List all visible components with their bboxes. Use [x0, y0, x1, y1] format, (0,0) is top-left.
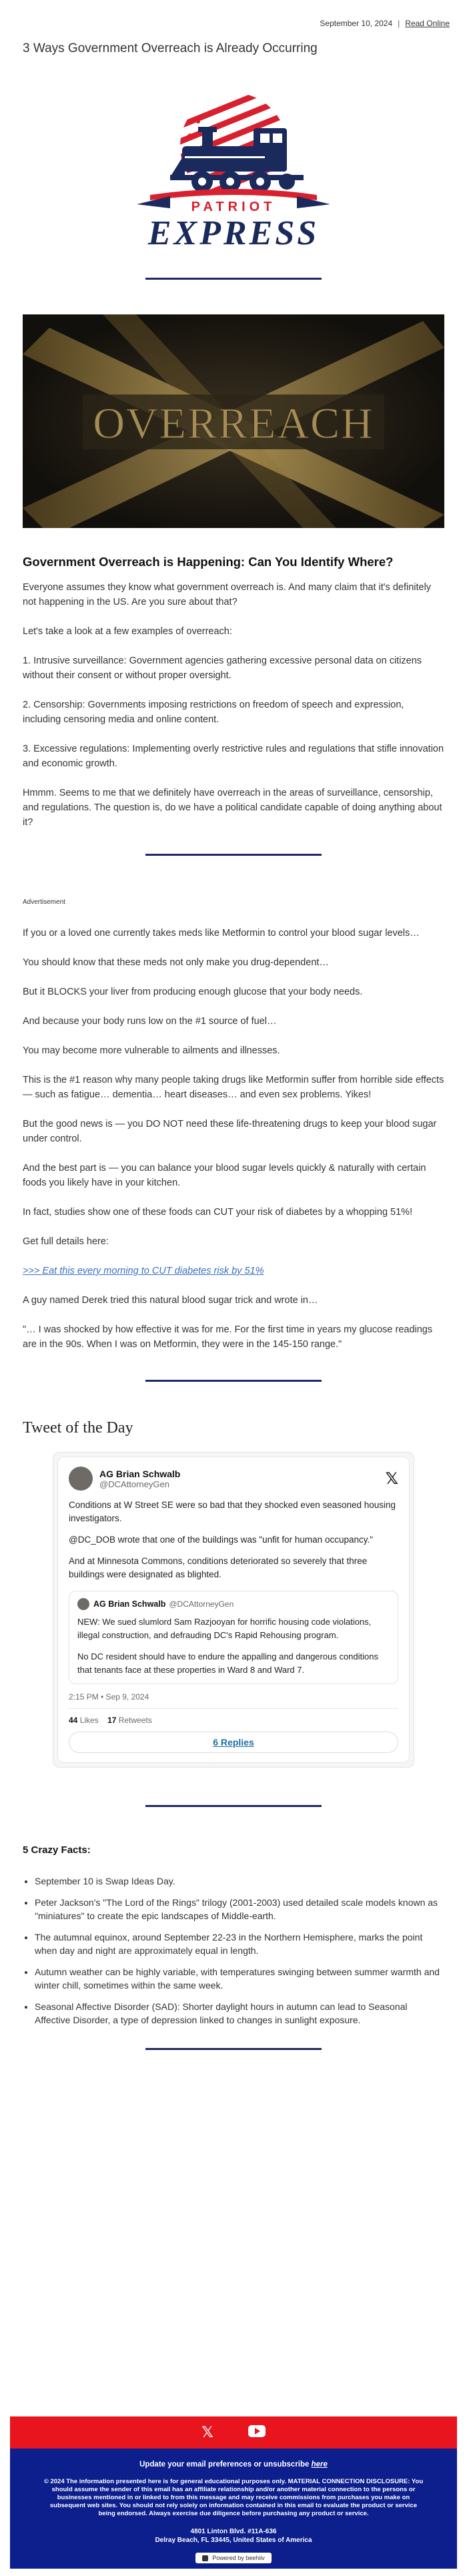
- x-logo-icon[interactable]: 𝕏: [385, 1469, 398, 1488]
- address-line: Delray Beach, FL 33445, United States of America: [155, 2537, 312, 2544]
- article-section: [0, 555, 467, 830]
- likes-label: Likes: [79, 1716, 99, 1725]
- powered-by-text: Powered by beehiiv: [212, 2555, 265, 2561]
- ad-testimonial: "… I was shocked by how effective it was for me. For the first time in years my glucose readings are in the 90s. When I was on Metformin, they were in the 145-150 range.": [23, 1324, 433, 1350]
- ad-paragraph: But the good news is — you DO NOT need these life-threatening drugs to keep your blood sugar under control.: [23, 1119, 437, 1144]
- list-item: • Peter Jackson's "The Lord of the Rings" trilogy (2001-2003) used detailed scale models known as "miniatures" to create the epic landscapes of Middle-earth.: [35, 1896, 444, 1922]
- tweet-text: And at Minnesota Commons, conditions deteriorated so severely that three buildings were designated as blighted.: [69, 1556, 368, 1579]
- email-subject: 3 Ways Government Overreach is Already Occurring: [23, 41, 318, 55]
- address-line: 4801 Linton Blvd. #11A-636: [190, 2528, 277, 2535]
- list-item: • Seasonal Affective Disorder (SAD): Shorter daylight hours in autumn can lead to Seasonal Affective Disorder, a type of depression linked to changes in sunlight exposure.: [35, 2000, 444, 2027]
- overreach-hero-image: [23, 314, 444, 528]
- tweet-text: Conditions at W Street SE were so bad that they shocked even seasoned housing investigators.: [69, 1500, 396, 1523]
- ad-paragraph: You may become more vulnerable to ailments and illnesses.: [23, 1045, 280, 1056]
- list-item: • Autumn weather can be highly variable, with temperatures swinging between summer warmth and winter chill, sometimes within the same week.: [35, 1965, 444, 1992]
- beehiiv-icon: [202, 2555, 208, 2561]
- ad-paragraph: But it BLOCKS your liver from producing enough glucose that your body needs.: [23, 987, 363, 997]
- powered-by-badge[interactable]: [195, 2553, 272, 2563]
- facts-list: [0, 1874, 467, 2027]
- tweet-author-handle: @DCAttorneyGen: [99, 1479, 169, 1489]
- ad-paragraph: Get full details here:: [23, 1236, 109, 1247]
- ad-paragraph: In fact, studies show one of these foods can CUT your risk of diabetes by a whopping 51%!: [23, 1207, 413, 1218]
- facts-title: 5 Crazy Facts:: [23, 1844, 91, 1856]
- ad-paragraph: A guy named Derek tried this natural blood sugar trick and wrote in…: [23, 1295, 318, 1306]
- section-divider: [145, 2048, 322, 2050]
- logo-word-express: EXPRESS: [147, 214, 320, 250]
- tweet-stats: [69, 1716, 398, 1725]
- disclaimer-text: © 2024 The information presented here is for general educational purposes only. MATERIAL CONNECTION DISCLOSURE: You should assume the sender of this email has an affiliate relationship and/or another material connection to the persons or businesses mentioned in or linked to from this message and may receive commissions from purchases you make on subsequent web sites. You should not rely solely on information contained in this email to evaluate the product or service being endorsed. Always exercise due diligence before purchasing any product or service.: [43, 2478, 424, 2517]
- ad-paragraph: This is the #1 reason why many people taking drugs like Metformin suffer from horrible side effects — such as fatigue… dementia… heart diseases… and even sex problems. Yikes!: [23, 1075, 444, 1100]
- unsubscribe-link[interactable]: here: [311, 2461, 328, 2469]
- tweet-text: @DC_DOB wrote that one of the buildings was "unfit for human occupancy.": [69, 1535, 374, 1545]
- replies-button[interactable]: 6 Replies: [69, 1732, 398, 1753]
- tweet-card: [57, 1457, 410, 1763]
- quoted-tweet[interactable]: [69, 1591, 398, 1684]
- retweets-label: Retweets: [118, 1716, 152, 1725]
- footer: [10, 2449, 457, 2569]
- article-paragraph: Everyone assumes they know what government overreach is. And many claim that it's definitely not happening in the US. Are you sure about that?: [23, 582, 432, 607]
- quoted-author-name: AG Brian Schwalb: [93, 1599, 166, 1609]
- advertisement-label: Advertisement: [23, 898, 65, 906]
- ad-paragraph: And the best part is — you can balance your blood sugar levels quickly & naturally with certain foods you likely have in your kitchen.: [23, 1163, 426, 1188]
- ad-paragraph: If you or a loved one currently takes meds like Metformin to control your blood sugar levels…: [23, 928, 420, 939]
- likes-count: 44: [69, 1716, 78, 1725]
- tweet-of-the-day-title: Tweet of the Day: [23, 1419, 133, 1437]
- article-paragraph: 3. Excessive regulations: Implementing overly restrictive rules and regulations that stifle innovation and economic growth.: [23, 744, 444, 769]
- article-paragraph: 1. Intrusive surveillance: Government agencies gathering excessive personal data on citizens without their consent or without proper oversight.: [23, 656, 422, 681]
- read-online-link[interactable]: Read Online: [405, 19, 450, 28]
- train-emblem-icon: [123, 89, 344, 250]
- ad-paragraph: You should know that these meds not only make you drug-dependent…: [23, 957, 329, 968]
- ad-cta-link[interactable]: >>> Eat this every morning to CUT diabetes risk by 51%: [23, 1266, 264, 1276]
- x-icon[interactable]: 𝕏: [201, 2424, 213, 2440]
- header-separator: |: [398, 19, 400, 28]
- advertisement-section: [0, 898, 467, 1352]
- youtube-icon[interactable]: [248, 2425, 266, 2440]
- article-paragraph: Hmmm. Seems to me that we definitely have overreach in the areas of surveillance, censorship, and regulations. The question is, do we have a political candidate capable of doing anything about it?: [23, 788, 442, 828]
- quoted-tweet-text: No DC resident should have to endure the appalling and dangerous conditions that tenants face at these properties in Ward 8 and Ward 7.: [77, 1651, 378, 1675]
- quoted-author-handle: @DCAttorneyGen: [169, 1599, 234, 1609]
- patriot-express-logo: [123, 89, 344, 250]
- embedded-tweet[interactable]: [53, 1452, 414, 1768]
- tweet-author-name: AG Brian Schwalb: [99, 1468, 181, 1479]
- tweet-timestamp[interactable]: 2:15 PM • Sep 9, 2024: [69, 1692, 149, 1702]
- ad-paragraph: And because your body runs low on the #1 source of fuel…: [23, 1016, 277, 1027]
- unsubscribe-text: Update your email preferences or unsubscribe: [139, 2461, 310, 2469]
- avatar: [77, 1598, 89, 1610]
- quoted-tweet-text: NEW: We sued slumlord Sam Razjooyan for horrific housing code violations, illegal construction, and defrauding DC's Rapid Rehousing program.: [77, 1617, 372, 1640]
- list-item: • September 10 is Swap Ideas Day.: [35, 1874, 444, 1888]
- hero-overreach-text: OVERREACH: [93, 399, 374, 448]
- social-bar: [10, 2416, 457, 2449]
- logo-word-patriot: PATRIOT: [191, 200, 276, 214]
- header-bar: [0, 0, 467, 28]
- retweets-count: 17: [107, 1716, 117, 1725]
- article-paragraph: Let's take a look at a few examples of overreach:: [23, 626, 232, 637]
- article-paragraph: 2. Censorship: Governments imposing restrictions on freedom of speech and expression, including censoring media and online content.: [23, 700, 404, 725]
- avatar: [69, 1467, 93, 1491]
- issue-date: September 10, 2024: [320, 19, 393, 28]
- list-item: • The autumnal equinox, around September 22-23 in the Northern Hemisphere, marks the point when day and night are approximately equal in length.: [35, 1930, 444, 1957]
- article-title: Government Overreach is Happening: Can You Identify Where?: [23, 555, 394, 569]
